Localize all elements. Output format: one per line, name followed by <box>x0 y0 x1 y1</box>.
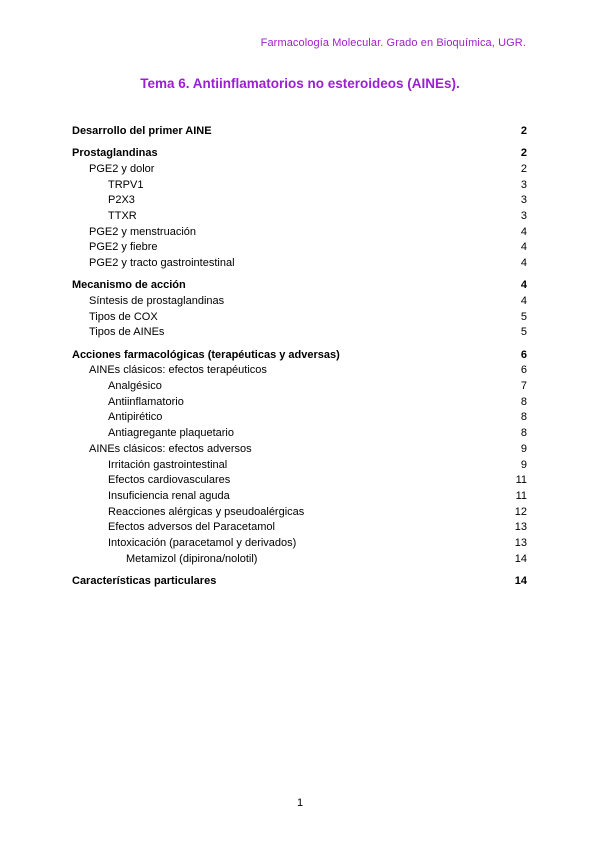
toc-entry-title: Antipirético <box>108 411 163 424</box>
toc-entry-page: 5 <box>520 310 527 323</box>
toc-entry[interactable] <box>72 209 527 225</box>
document-title: Tema 6. Antiinflamatorios no esteroideos (AINEs). <box>140 76 460 91</box>
toc-entry[interactable] <box>72 348 527 364</box>
toc-entry[interactable] <box>72 520 527 536</box>
toc-entry[interactable] <box>72 395 527 411</box>
toc-entry-page: 2 <box>520 125 527 137</box>
toc-entry-page: 9 <box>520 442 527 455</box>
toc-entry-page: 8 <box>520 427 527 440</box>
toc-entry-page: 2 <box>520 147 527 160</box>
toc-entry[interactable] <box>72 310 527 326</box>
toc-entry-title: Efectos adversos del Paracetamol <box>108 521 275 534</box>
toc-entry[interactable] <box>72 574 527 590</box>
toc-entry-title: AINEs clásicos: efectos terapéuticos <box>89 364 267 377</box>
toc-entry-title: Tipos de AINEs <box>89 326 165 339</box>
toc-entry-page: 11 <box>515 474 527 487</box>
toc-entry-title: Analgésico <box>108 380 162 393</box>
toc-entry[interactable] <box>72 240 527 256</box>
toc-entry-page: 4 <box>520 225 527 238</box>
page-number: 1 <box>296 797 304 809</box>
toc-entry[interactable] <box>72 225 527 241</box>
toc-entry-page: 3 <box>520 194 527 207</box>
toc-entry[interactable] <box>72 325 527 341</box>
toc-entry[interactable] <box>72 442 527 458</box>
toc-entry-page: 4 <box>520 257 527 270</box>
toc-entry-title: P2X3 <box>108 194 135 207</box>
toc-entry[interactable] <box>72 162 527 178</box>
toc-entry-title: Síntesis de prostaglandinas <box>89 295 225 308</box>
toc-entry-title: Mecanismo de acción <box>72 279 186 292</box>
toc-entry[interactable] <box>72 379 527 395</box>
toc-entry[interactable] <box>72 363 527 379</box>
toc-entry-title: PGE2 y tracto gastrointestinal <box>89 257 235 270</box>
toc-entry-page: 4 <box>520 241 527 254</box>
toc-entry-title: Reacciones alérgicas y pseudoalérgicas <box>108 505 305 518</box>
toc-entry-title: Prostaglandinas <box>72 147 158 160</box>
toc-entry-title: Desarrollo del primer AINE <box>72 125 212 137</box>
table-of-contents <box>72 124 527 590</box>
toc-entry[interactable] <box>72 473 527 489</box>
toc-entry[interactable] <box>72 426 527 442</box>
toc-entry-title: Metamizol (dipirona/nolotil) <box>126 552 258 565</box>
toc-entry-page: 5 <box>520 326 527 339</box>
toc-entry[interactable] <box>72 536 527 552</box>
toc-entry-page: 13 <box>514 536 527 549</box>
toc-entry-title: Características particulares <box>72 574 217 587</box>
toc-entry-title: Antiinflamatorio <box>108 395 184 408</box>
toc-entry-title: Insuficiencia renal aguda <box>108 489 230 502</box>
toc-entry-page: 3 <box>520 210 527 223</box>
toc-entry[interactable] <box>72 256 527 272</box>
toc-entry-page: 6 <box>520 364 527 377</box>
toc-entry[interactable] <box>72 294 527 310</box>
toc-entry-title: Irritación gastrointestinal <box>108 458 228 471</box>
toc-entry-page: 14 <box>514 574 527 587</box>
toc-entry-page: 4 <box>520 279 527 292</box>
toc-entry[interactable] <box>72 124 527 140</box>
toc-entry[interactable] <box>72 193 527 209</box>
toc-entry-page: 6 <box>520 348 527 361</box>
toc-entry-page: 9 <box>520 458 527 471</box>
toc-entry-page: 12 <box>514 505 527 518</box>
toc-entry[interactable] <box>72 505 527 521</box>
toc-entry-page: 8 <box>520 395 527 408</box>
toc-entry[interactable] <box>72 178 527 194</box>
toc-entry[interactable] <box>72 489 527 505</box>
toc-entry-title: Tipos de COX <box>89 310 158 323</box>
toc-entry-title: AINEs clásicos: efectos adversos <box>89 442 252 455</box>
toc-entry[interactable] <box>72 458 527 474</box>
toc-entry-title: Antiagregante plaquetario <box>108 427 234 440</box>
running-header: Farmacología Molecular. Grado en Bioquímica, UGR. <box>260 37 526 49</box>
toc-entry-title: TRPV1 <box>108 178 144 191</box>
toc-entry-title: PGE2 y fiebre <box>89 241 158 254</box>
toc-entry-page: 13 <box>514 521 527 534</box>
toc-entry-page: 4 <box>520 295 527 308</box>
toc-entry-page: 11 <box>515 489 527 502</box>
toc-entry[interactable] <box>72 146 527 162</box>
toc-entry-page: 8 <box>520 411 527 424</box>
toc-entry-title: TTXR <box>108 210 137 223</box>
toc-entry-title: Efectos cardiovasculares <box>108 474 231 487</box>
toc-entry-page: 7 <box>520 380 527 393</box>
toc-entry-page: 3 <box>520 178 527 191</box>
toc-entry-title: Acciones farmacológicas (terapéuticas y adversas) <box>72 348 340 361</box>
toc-entry-page: 2 <box>520 162 527 175</box>
toc-entry-title: PGE2 y dolor <box>89 162 155 175</box>
toc-entry[interactable] <box>72 552 527 568</box>
toc-entry[interactable] <box>72 410 527 426</box>
toc-entry-page: 14 <box>514 552 527 565</box>
toc-entry-title: PGE2 y menstruación <box>89 225 196 238</box>
toc-entry-title: Intoxicación (paracetamol y derivados) <box>108 536 297 549</box>
toc-entry[interactable] <box>72 278 527 294</box>
